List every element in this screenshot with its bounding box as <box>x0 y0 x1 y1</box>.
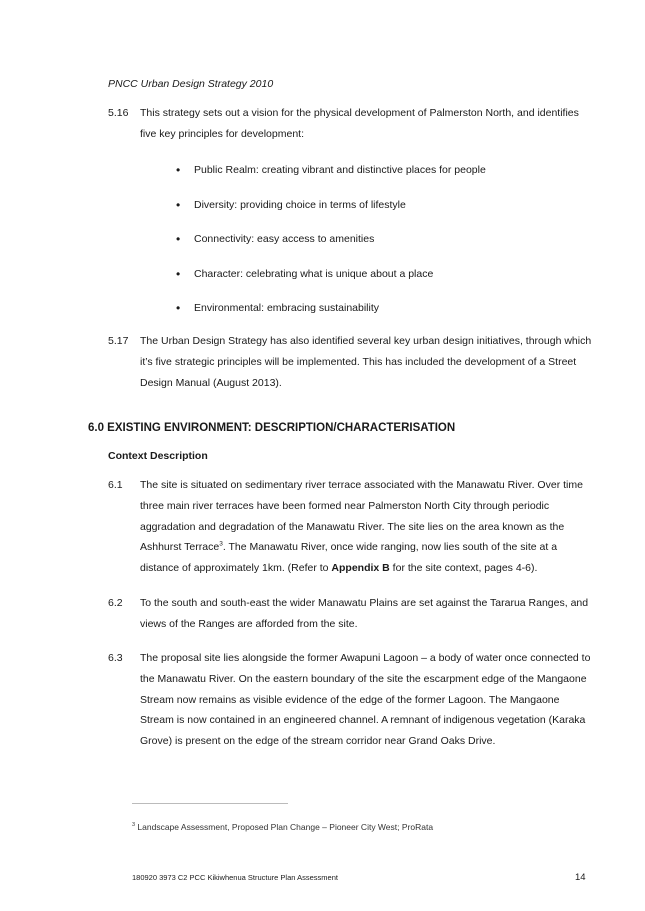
paragraph-number: 6.1 <box>108 479 123 491</box>
section-heading: 6.0 EXISTING ENVIRONMENT: DESCRIPTION/CHARACTERISATION <box>88 422 456 434</box>
footnote-divider <box>132 803 288 804</box>
paragraph-5-17: The Urban Design Strategy has also identified several key urban design initiatives, through which it’s five strategic principles will be implemented. This has included the development of a Street Design Manual (August 2013). <box>140 335 592 389</box>
bullet-icon: • <box>176 301 181 315</box>
document-footer: 180920 3973 C2 PCC Kikiwhenua Structure Plan Assessment <box>132 873 338 882</box>
footnote-number: 3 <box>132 822 136 829</box>
list-item <box>176 195 486 230</box>
principle-text: Connectivity: easy access to amenities <box>194 233 375 245</box>
appendix-reference: Appendix B <box>331 562 390 575</box>
principle-text: Environmental: embracing sustainability <box>194 302 380 314</box>
paragraph-number: 5.17 <box>108 335 129 347</box>
bullet-icon: • <box>176 266 181 281</box>
footnote <box>132 822 433 832</box>
paragraph-6-2: To the south and south-east the wider Manawatu Plains are set against the Tararua Ranges, and views of the Ranges are afforded from the site. <box>140 597 589 630</box>
subheading: Context Description <box>108 450 208 462</box>
footnote-reference: 3 <box>219 540 223 548</box>
list-item <box>176 160 486 195</box>
principle-text: Diversity: providing choice in terms of lifestyle <box>194 198 406 211</box>
paragraph-number: 5.16 <box>108 107 129 119</box>
footnote-text: Landscape Assessment, Proposed Plan Change – Pioneer City West; ProRata <box>135 822 434 832</box>
bullet-icon: • <box>176 197 181 212</box>
list-item <box>176 229 486 264</box>
paragraph-number: 6.3 <box>108 652 123 664</box>
running-title: PNCC Urban Design Strategy 2010 <box>108 78 274 90</box>
principle-text: Public Realm: creating vibrant and distinctive places for people <box>194 164 486 176</box>
paragraph-5-16: This strategy sets out a vision for the physical development of Palmerston North, and identifies five key principles for development: <box>140 107 579 140</box>
paragraph-6-3: The proposal site lies alongside the former Awapuni Lagoon – a body of water once connected to the Manawatu River. On the eastern boundary of the site the escarpment edge of the Mangaone Stream now remains as visible evidence of the edge of the former Lagoon. The Mangaone Stream is now contained in an engineered channel. A remnant of indigenous vegetation (Karaka Grove) is present on the edge of the stream corridor near Grand Oaks Drive. <box>140 652 591 748</box>
page-number: 14 <box>575 872 586 883</box>
paragraph-6-1: The site is situated on sedimentary river terrace associated with the Manawatu River. Over time three main river terraces have been formed near Palmerston North City through periodic aggradation and degradation of the Manawatu River. The site lies on the area known as the Ashhurst Terrace$^3$. The Manawatu River, once wide ranging, now lies south of the site at a distance of approximately 1km. (Refer to Appendix B for the site context, pages 4-6). <box>140 479 583 575</box>
list-item <box>176 264 486 299</box>
principle-text: Character: celebrating what is unique about a place <box>194 267 434 280</box>
bullet-icon: • <box>176 163 181 177</box>
bullet-icon: • <box>176 232 181 246</box>
paragraph-number: 6.2 <box>108 597 123 609</box>
principles-list <box>176 160 486 333</box>
list-item <box>176 298 486 333</box>
